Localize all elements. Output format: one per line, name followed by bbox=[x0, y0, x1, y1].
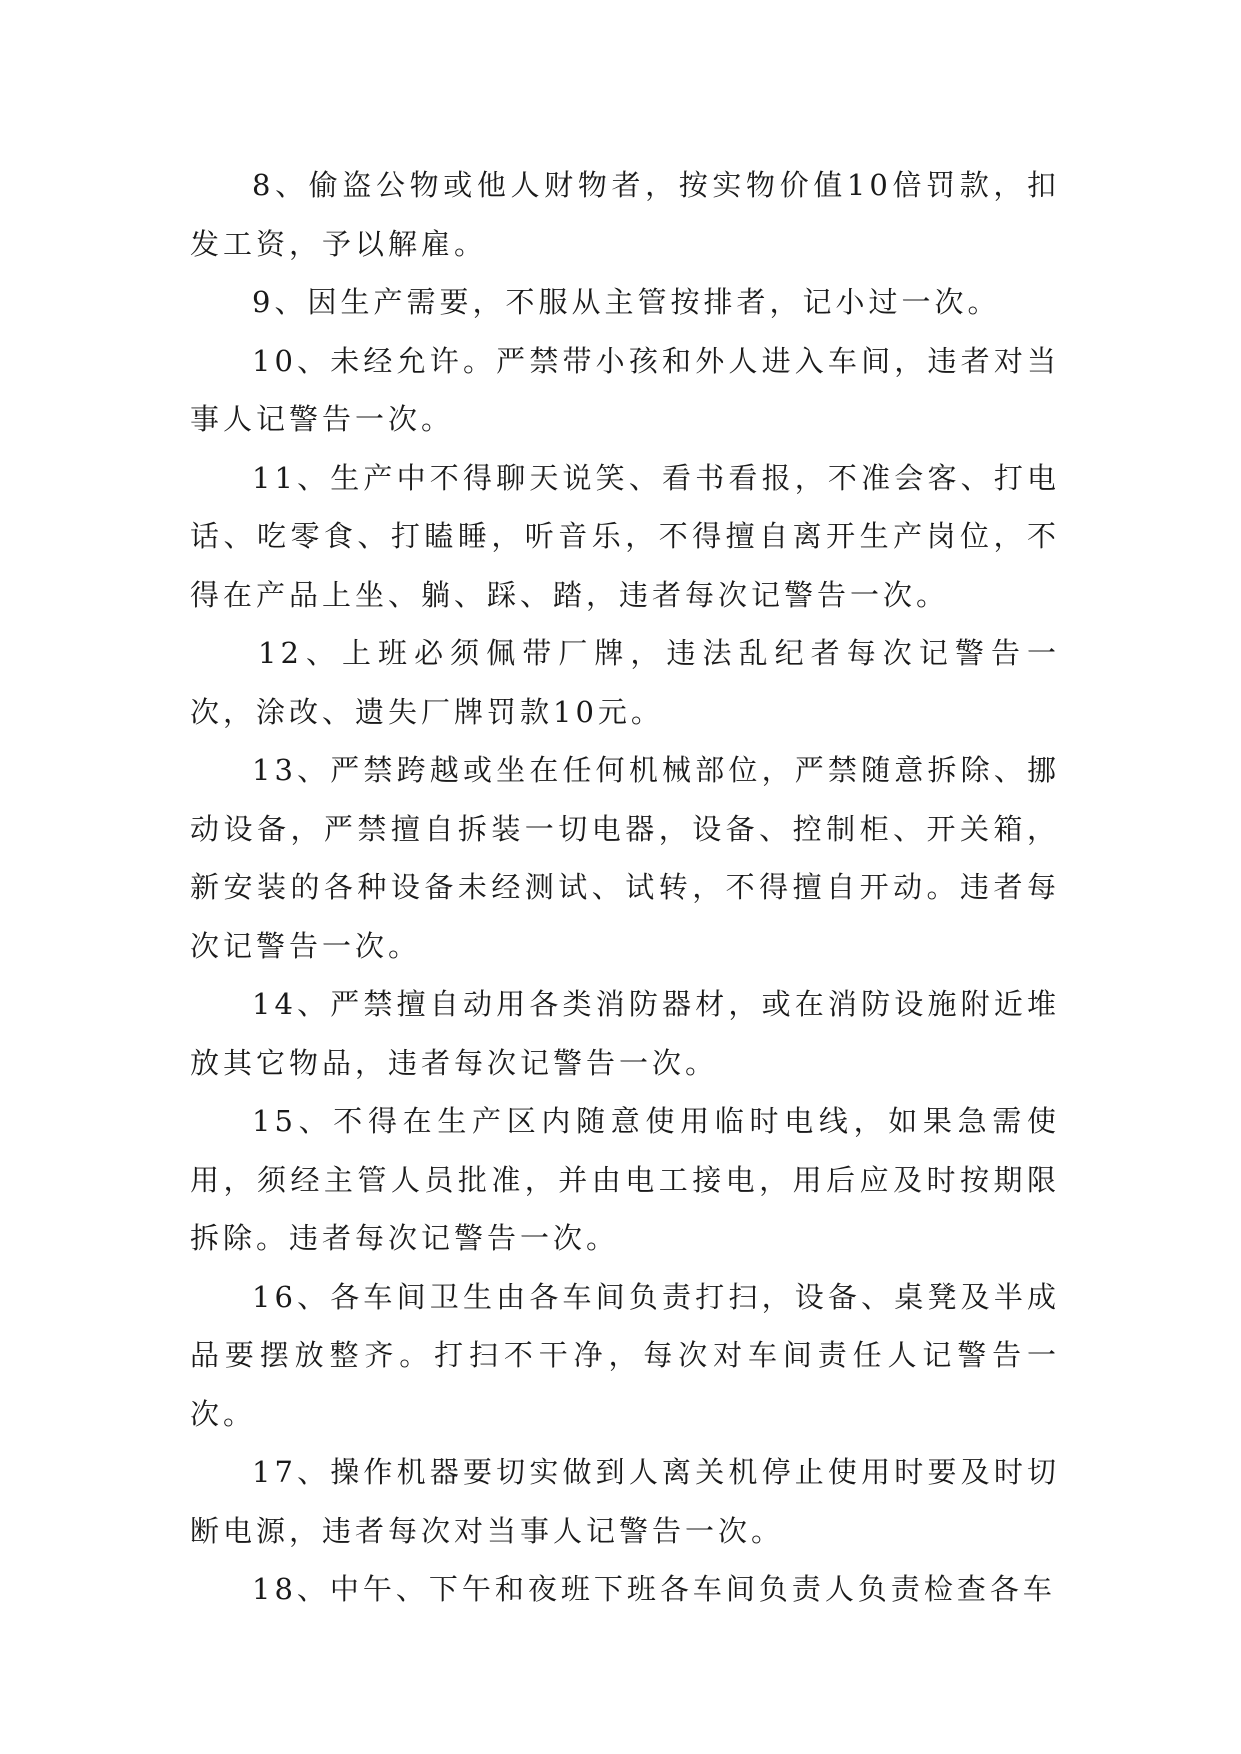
document-body bbox=[190, 156, 1060, 1619]
rule-paragraph-18: 18、中午、下午和夜班下班各车间负责人负责检查各车 bbox=[252, 1572, 1056, 1606]
rule-paragraph-13: 13、严禁跨越或坐在任何机械部位，严禁随意拆除、挪动设备，严禁擅自拆装一切电器，设备、控制柜、开关箱，新安装的各种设备未经测试、试转，不得擅自开动。违者每次记警告一次。 bbox=[190, 753, 1060, 963]
rule-paragraph-16: 16、各车间卫生由各车间负责打扫，设备、桌凳及半成品要摆放整齐。打扫不干净，每次对车间责任人记警告一次。 bbox=[190, 1279, 1060, 1431]
rule-paragraph-11: 11、生产中不得聊天说笑、看书看报，不准会客、打电话、吃零食、打瞌睡，听音乐，不得擅自离开生产岗位，不得在产品上坐、躺、踩、踏，违者每次记警告一次。 bbox=[190, 460, 1060, 612]
rule-paragraph-9: 9、因生产需要，不服从主管按排者，记小过一次。 bbox=[252, 285, 1001, 319]
rule-paragraph-10: 10、未经允许。严禁带小孩和外人进入车间，违者对当事人记警告一次。 bbox=[190, 343, 1060, 436]
rule-paragraph-15: 15、不得在生产区内随意使用临时电线，如果急需使用，须经主管人员批准，并由电工接电，用后应及时按期限拆除。违者每次记警告一次。 bbox=[190, 1104, 1060, 1255]
rule-paragraph-17: 17、操作机器要切实做到人离关机停止使用时要及时切断电源，违者每次对当事人记警告一次。 bbox=[190, 1455, 1060, 1548]
rule-paragraph-14: 14、严禁擅自动用各类消防器材，或在消防设施附近堆放其它物品，违者每次记警告一次。 bbox=[190, 987, 1060, 1080]
rule-paragraph-8: 8、偷盗公物或他人财物者，按实物价值10倍罚款，扣发工资，予以解雇。 bbox=[190, 168, 1060, 261]
rule-paragraph-12: 12、上班必须佩带厂牌，违法乱纪者每次记警告一次，涂改、遗失厂牌罚款10元。 bbox=[190, 636, 1060, 729]
